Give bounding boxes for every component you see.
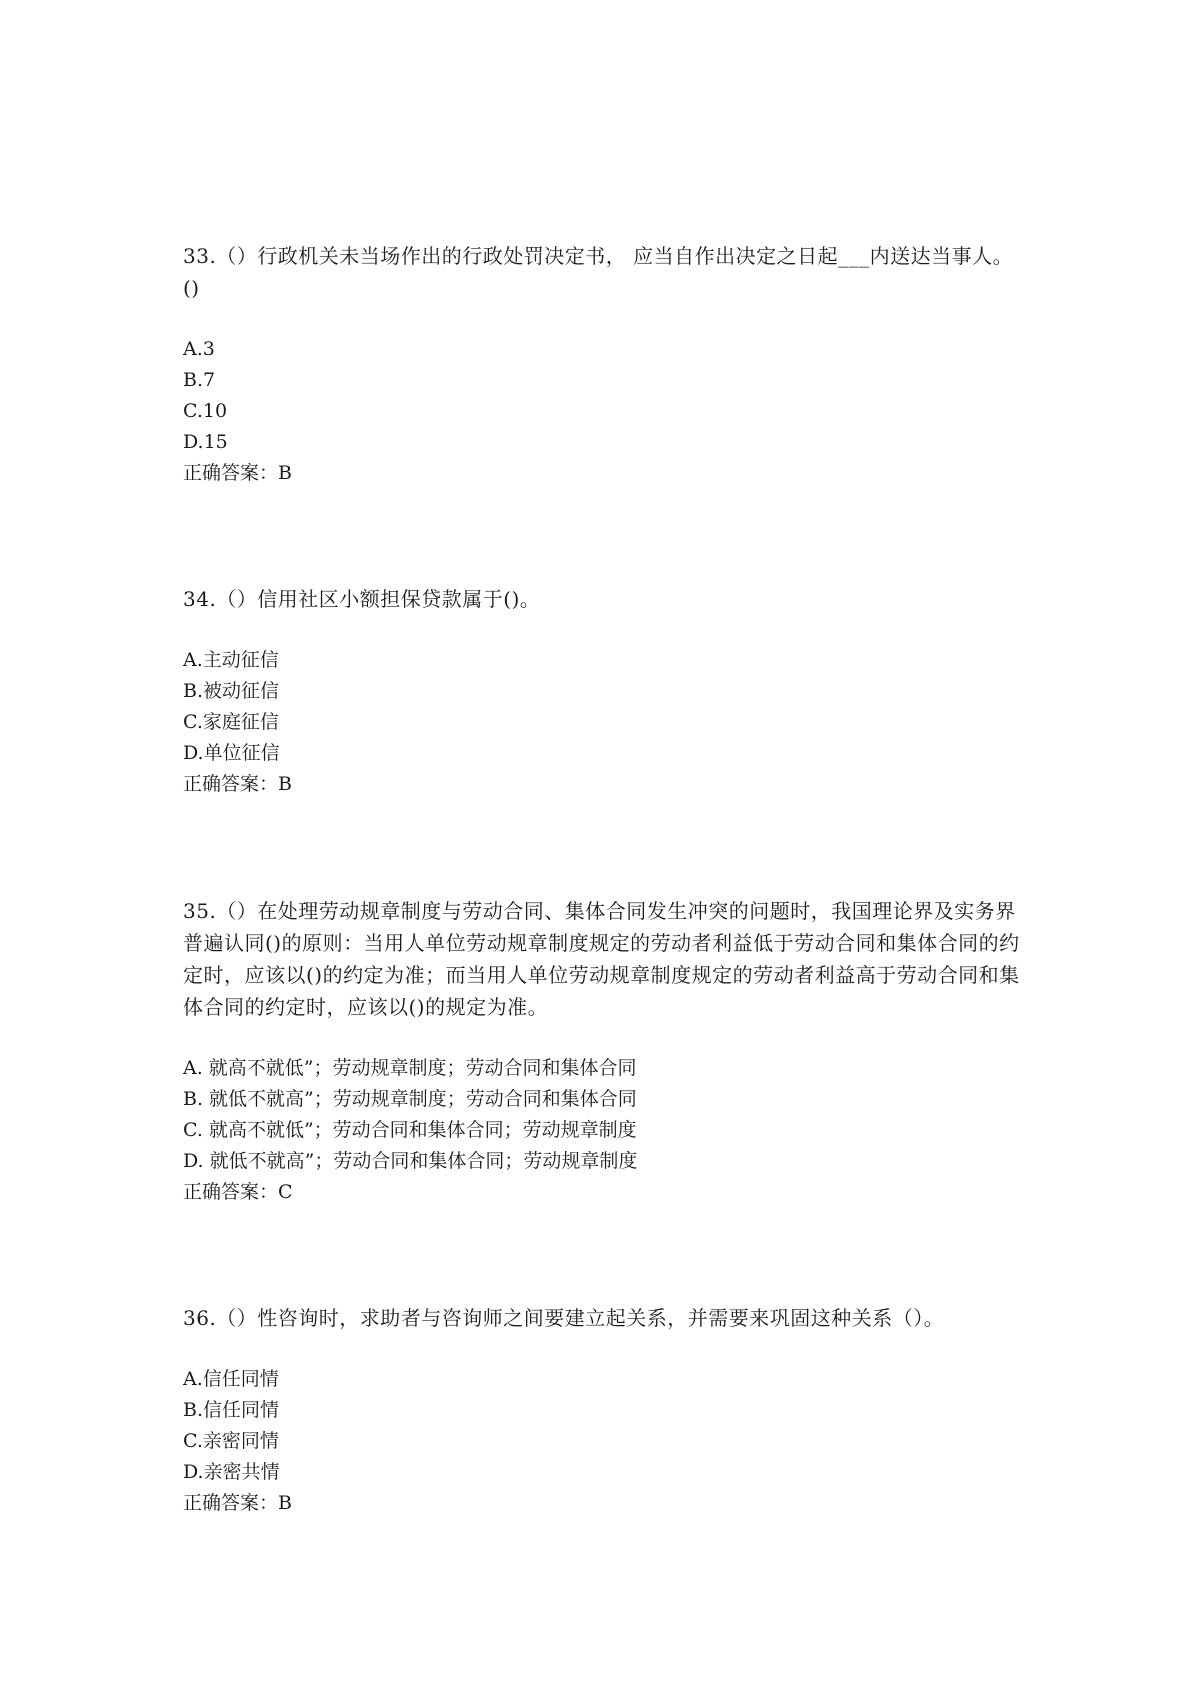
correct-answer: 正确答案：C (183, 1181, 293, 1203)
option-list (183, 1364, 1023, 1519)
question-stem: 34.（）信用社区小额担保贷款属于()。 (183, 587, 541, 611)
question-stem: 33.（）行政机关未当场作出的行政处罚决定书， 应当自作出决定之日起___内送达当事人。 () (183, 244, 1014, 300)
option-a: A. 就高不就低”；劳动规章制度；劳动合同和集体合同 (183, 1057, 637, 1079)
option-c: C. 就高不就低”；劳动合同和集体合同；劳动规章制度 (183, 1119, 637, 1141)
correct-answer: 正确答案：B (183, 462, 292, 484)
option-d: D.亲密共情 (183, 1461, 280, 1483)
correct-answer: 正确答案：B (183, 1492, 292, 1514)
option-c: C.家庭征信 (183, 711, 279, 733)
option-b: B.7 (183, 369, 216, 391)
option-a: A.3 (183, 338, 215, 360)
option-b: B.被动征信 (183, 680, 280, 702)
option-a: A.信任同情 (183, 1368, 279, 1390)
question-36 (183, 1302, 1023, 1519)
option-b: B.信任同情 (183, 1399, 280, 1421)
correct-answer: 正确答案：B (183, 773, 292, 795)
option-b: B. 就低不就高”；劳动规章制度；劳动合同和集体合同 (183, 1088, 637, 1110)
question-stem: 35.（）在处理劳动规章制度与劳动合同、集体合同发生冲突的问题时，我国理论界及实务界普遍认同()的原则：当用人单位劳动规章制度规定的劳动者利益低于劳动合同和集体合同的约定时，应该以()的约定为准；而当用人单位劳动规章制度规定的劳动者利益高于劳动合同和集体合同的约定时，应该以()的规定为准。 (183, 899, 1020, 1019)
option-d: D.15 (183, 431, 228, 453)
question-stem: 36.（）性咨询时，求助者与咨询师之间要建立起关系，并需要来巩固这种关系（）。 (183, 1306, 945, 1330)
question-35 (183, 895, 1023, 1208)
option-c: C.亲密同情 (183, 1430, 279, 1452)
question-34 (183, 583, 1023, 800)
option-d: D. 就低不就高”；劳动合同和集体合同；劳动规章制度 (183, 1150, 638, 1172)
option-c: C.10 (183, 400, 228, 422)
question-33 (183, 240, 1023, 489)
option-list (183, 645, 1023, 800)
option-list (183, 334, 1023, 489)
option-a: A.主动征信 (183, 649, 279, 671)
option-d: D.单位征信 (183, 742, 280, 764)
option-list (183, 1053, 1023, 1208)
